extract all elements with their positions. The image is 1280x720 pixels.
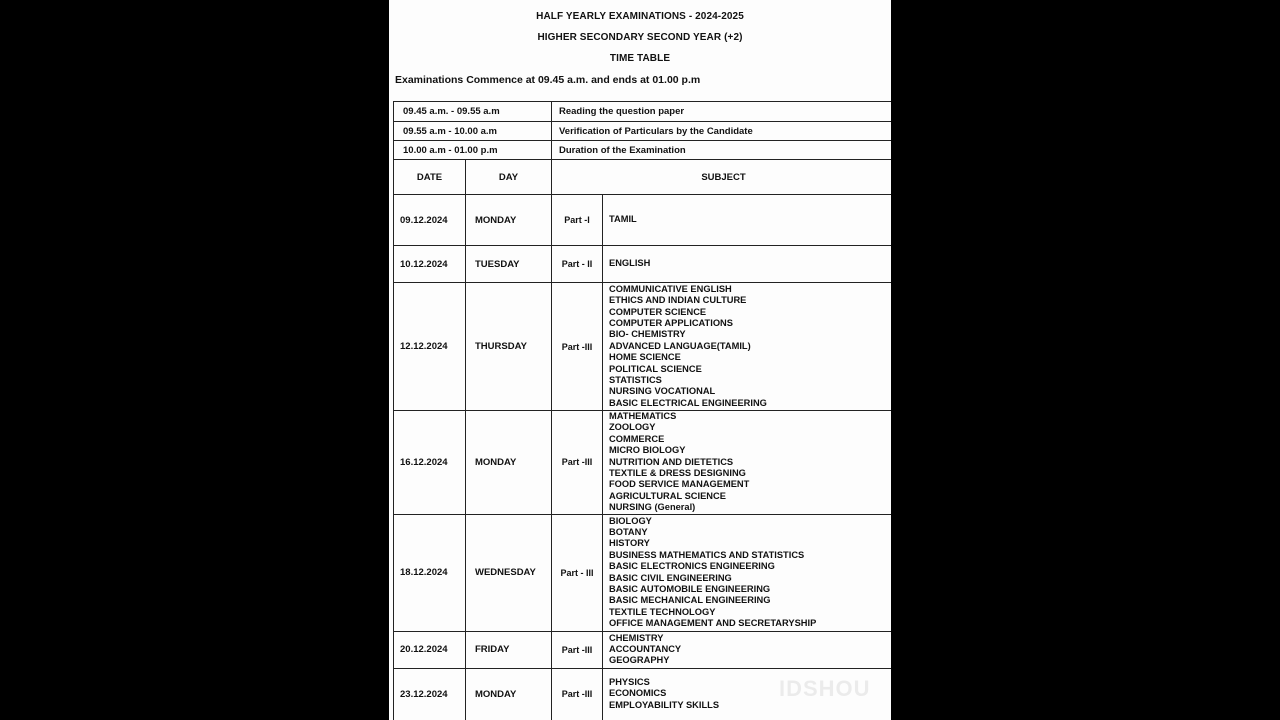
exam-part: Part -III <box>552 411 603 515</box>
subject-name: TEXTILE TECHNOLOGY <box>609 606 716 617</box>
exam-title: HALF YEARLY EXAMINATIONS - 2024-2025 <box>536 11 744 22</box>
schedule-row <box>394 283 892 411</box>
timing-time: 09.45 a.m. - 09.55 a.m <box>394 102 552 122</box>
exam-day: THURSDAY <box>466 283 552 411</box>
subject-name: NURSING (General) <box>609 502 696 513</box>
timing-row <box>394 141 892 160</box>
subject-name: BASIC AUTOMOBILE ENGINEERING <box>609 584 771 595</box>
subject-name: CHEMISTRY <box>609 632 664 643</box>
day-column-header: DAY <box>466 160 552 195</box>
subject-name: BASIC MECHANICAL ENGINEERING <box>609 595 771 606</box>
exam-day: WEDNESDAY <box>466 514 552 631</box>
schedule-row <box>394 631 892 668</box>
exam-day: MONDAY <box>466 668 552 720</box>
subject-name: MICRO BIOLOGY <box>609 445 686 456</box>
exam-date: 10.12.2024 <box>394 246 466 283</box>
exam-subjects <box>603 283 892 411</box>
exam-part: Part -III <box>552 668 603 720</box>
exam-part: Part - II <box>552 246 603 283</box>
exam-subjects <box>603 411 892 515</box>
timetable-heading: TIME TABLE <box>609 53 671 64</box>
subject-name: BASIC ELECTRICAL ENGINEERING <box>609 397 767 408</box>
subject-name: TAMIL <box>609 214 637 225</box>
exam-date: 20.12.2024 <box>394 631 466 668</box>
exam-date: 23.12.2024 <box>394 668 466 720</box>
exam-day: TUESDAY <box>466 246 552 283</box>
exam-part: Part -III <box>552 283 603 411</box>
subject-name: BIOLOGY <box>609 515 652 526</box>
exam-part: Part - III <box>552 514 603 631</box>
subject-name: MATHEMATICS <box>609 411 677 421</box>
subject-name: FOOD SERVICE MANAGEMENT <box>609 479 750 490</box>
subject-name: COMPUTER APPLICATIONS <box>609 317 733 328</box>
commence-note: Examinations Commence at 09.45 a.m. and ends at 01.00 p.m <box>395 74 701 86</box>
column-header-row <box>394 160 892 195</box>
subject-name: ENGLISH <box>609 258 651 269</box>
subject-name: HISTORY <box>609 538 650 549</box>
timing-row <box>394 122 892 141</box>
subject-column-header: SUBJECT <box>552 160 892 195</box>
subject-name: BUSINESS MATHEMATICS AND STATISTICS <box>609 549 805 560</box>
timing-description: Reading the question paper <box>552 102 892 122</box>
subject-name: COMMERCE <box>609 433 665 444</box>
subject-name: ETHICS AND INDIAN CULTURE <box>609 295 747 306</box>
subject-name: AGRICULTURAL SCIENCE <box>609 490 726 501</box>
schedule-row <box>394 514 892 631</box>
subject-name: ACCOUNTANCY <box>609 643 682 654</box>
exam-subjects <box>603 195 892 246</box>
timing-description: Verification of Particulars by the Candidate <box>552 122 892 141</box>
schedule-row <box>394 411 892 515</box>
schedule-row <box>394 246 892 283</box>
subject-name: PHYSICS <box>609 677 650 688</box>
date-column-header: DATE <box>394 160 466 195</box>
schedule-row <box>394 195 892 246</box>
exam-date: 09.12.2024 <box>394 195 466 246</box>
subject-name: GEOGRAPHY <box>609 655 670 666</box>
subject-name: HOME SCIENCE <box>609 352 681 363</box>
subject-name: OFFICE MANAGEMENT AND SECRETARYSHIP <box>609 618 817 629</box>
exam-subtitle: HIGHER SECONDARY SECOND YEAR (+2) <box>537 32 743 43</box>
subject-name: NUTRITION AND DIETETICS <box>609 456 734 467</box>
exam-day: MONDAY <box>466 195 552 246</box>
exam-subjects <box>603 246 892 283</box>
subject-name: ZOOLOGY <box>609 422 656 433</box>
subject-name: NURSING VOCATIONAL <box>609 386 716 397</box>
subject-name: BASIC CIVIL ENGINEERING <box>609 572 732 583</box>
subject-name: BOTANY <box>609 527 648 538</box>
exam-date: 18.12.2024 <box>394 514 466 631</box>
exam-subjects <box>603 631 892 668</box>
timetable-document <box>389 0 891 720</box>
subject-name: BASIC ELECTRONICS ENGINEERING <box>609 561 775 572</box>
subject-name: COMPUTER SCIENCE <box>609 306 707 317</box>
subject-name: BIO- CHEMISTRY <box>609 329 686 340</box>
subject-name: ADVANCED LANGUAGE(TAMIL) <box>609 340 751 351</box>
subject-name: ECONOMICS <box>609 688 667 699</box>
timetable-table <box>393 101 891 720</box>
exam-date: 12.12.2024 <box>394 283 466 411</box>
exam-day: FRIDAY <box>466 631 552 668</box>
timing-time: 10.00 a.m - 01.00 p.m <box>394 141 552 160</box>
timing-description: Duration of the Examination <box>552 141 892 160</box>
exam-day: MONDAY <box>466 411 552 515</box>
timing-row <box>394 102 892 122</box>
exam-subjects <box>603 514 892 631</box>
timing-time: 09.55 a.m - 10.00 a.m <box>394 122 552 141</box>
subject-name: STATISTICS <box>609 375 662 386</box>
subject-name: TEXTILE & DRESS DESIGNING <box>609 468 746 479</box>
watermark: IDSHOU <box>779 676 871 701</box>
exam-part: Part -I <box>552 195 603 246</box>
subject-name: POLITICAL SCIENCE <box>609 363 702 374</box>
exam-date: 16.12.2024 <box>394 411 466 515</box>
subject-name: COMMUNICATIVE ENGLISH <box>609 283 732 294</box>
subject-name: EMPLOYABILITY SKILLS <box>609 699 720 710</box>
exam-part: Part -III <box>552 631 603 668</box>
